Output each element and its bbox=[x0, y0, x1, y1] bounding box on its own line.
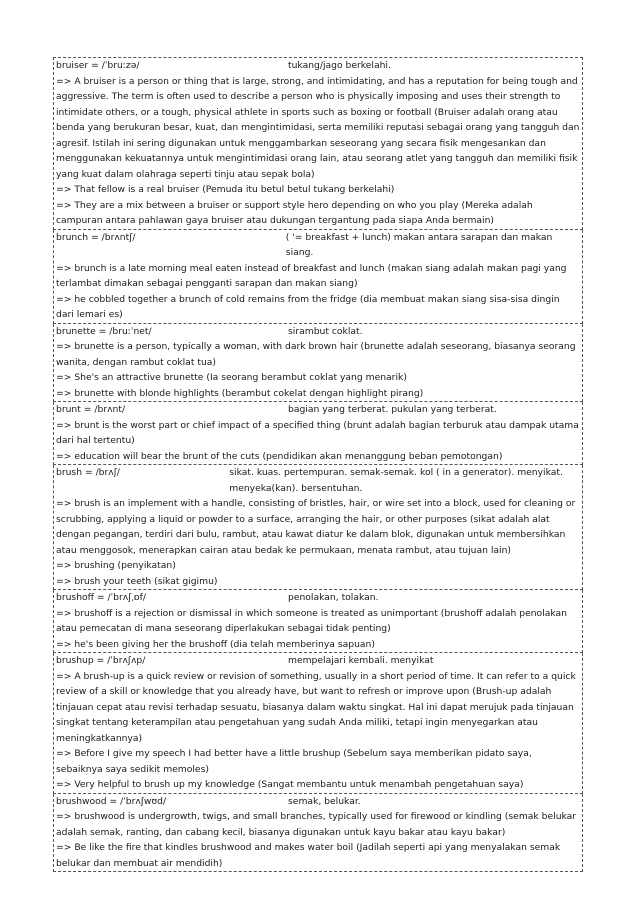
entry-line: => brush your teeth (sikat gigimu) bbox=[56, 575, 218, 587]
entry-line: => brushwood is undergrowth, twigs, and small branches, typically used for firewood or kindling (semak belukar adalah semak, ranting, dan cabang kecil, biasanya digunakan untuk kayu bakar atau kayu bakar) bbox=[56, 811, 577, 838]
entry-meaning: penolakan, tolakan. bbox=[288, 592, 379, 603]
entry-line: => brushoff is a rejection or dismissal in which someone is treated as unimportant (brushoff adalah penolakan atau pemecatan di mana seseorang diperlakukan sebagai tidak penting) bbox=[56, 607, 567, 634]
entry-headword: brunch = /brʌntʃ/ bbox=[56, 231, 136, 243]
entry-headword: brushoff = /ˈbrʌʃˌɒf/ bbox=[56, 592, 146, 603]
entry-meaning: sikat. kuas. pertempuran. semak-semak. kol ( in a generator). menyikat. menyeka(kan). bersentuhan. bbox=[229, 467, 563, 494]
entry-headword: brushwood = /ˈbrʌʃwʊd/ bbox=[56, 795, 167, 807]
entry-meaning: mempelajari kembali. menyikat bbox=[288, 655, 434, 666]
entry-line: => brushing (penyikatan) bbox=[56, 560, 176, 571]
entry-line: => he's been giving her the brushoff (dia telah memberinya sapuan) bbox=[56, 638, 375, 650]
entry-meaning: semak, belukar. bbox=[288, 795, 361, 807]
entry-headword: brush = /brʌʃ/ bbox=[56, 467, 120, 478]
entry-line: => Very helpful to brush up my knowledge (Sangat membantu untuk menambah pengetahuan saya) bbox=[56, 779, 524, 790]
entry-line: => That fellow is a real bruiser (Pemuda itu betul betul tukang berkelahi) bbox=[56, 184, 395, 195]
entry-line: => brunt is the worst part or chief impact of a specified thing (brunt adalah bagian terburuk atau dampak utama dari hal tertentu) bbox=[56, 419, 579, 446]
entry-line: => They are a mix between a bruiser or support style hero depending on who you play (Mereka adalah campuran antara pahlawan gaya bruiser atau dukungan tergantung pada siapa Anda bermain) bbox=[56, 199, 533, 226]
entry-line: => A bruiser is a person or thing that is large, strong, and intimidating, and has a reputation for being tough and aggressive. The term is often used to describe a person who is physically imposing and uses their strength to intimidate others, or a tough, physical athlete in sports such as boxing or football (Bruiser adalah orang atau benda yang berukuran besar, kuat, dan mengintimidasi, serta memiliki reputasi sebagai orang yang tangguh dan agresif. Istilah ini sering digunakan untuk menggambarkan seseorang yang secara fisik mengesankan dan menggunakan kekuatannya untuk mengintimidasi orang lain, atau seorang atlet yang tangguh dan memiliki fisik yang kuat dalam olahraga seperti tinju atau sepak bola) bbox=[56, 75, 580, 180]
entry-brushwood bbox=[53, 794, 583, 873]
entry-brunch bbox=[53, 230, 583, 324]
entry-headword: brushup = /ˈbrʌʃʌp/ bbox=[56, 655, 146, 666]
entry-line: => She's an attractive brunette (Ia seorang berambut coklat yang menarik) bbox=[56, 372, 407, 383]
entry-line: => brunette is a person, typically a woman, with dark brown hair (brunette adalah seseorang, biasanya seorang wanita, dengan rambut coklat tua) bbox=[56, 341, 576, 368]
entry-brunt bbox=[53, 402, 583, 465]
entry-line: => Be like the fire that kindles brushwood and makes water boil (Jadilah seperti api yang menyalakan semak belukar dan membuat air mendidih) bbox=[56, 842, 561, 869]
entry-meaning: tukang/jago berkelahi. bbox=[288, 60, 391, 71]
dictionary-page bbox=[53, 57, 583, 872]
entry-brunette bbox=[53, 324, 583, 403]
entry-line: => education will bear the brunt of the cuts (pendidikan akan menanggung beban pemotongan) bbox=[56, 450, 503, 462]
entry-bruiser bbox=[53, 57, 583, 230]
entry-brushup bbox=[53, 653, 583, 794]
entry-brush bbox=[53, 465, 583, 590]
entry-meaning: ( '= breakfast + lunch) makan antara sarapan dan makan siang. bbox=[285, 231, 553, 258]
entry-line: => Before I give my speech I had better have a little brushup (Sebelum saya memberikan pidato saya, sebaiknya saya sedikit memoles) bbox=[56, 748, 532, 775]
entry-line: => brunch is a late morning meal eaten instead of breakfast and lunch (makan siang adalah makan pagi yang terlambat dimakan sebagai pengganti sarapan dan makan siang) bbox=[56, 262, 567, 289]
entry-meaning: sirambut coklat. bbox=[288, 325, 363, 337]
entry-headword: brunt = /brʌnt/ bbox=[56, 404, 126, 415]
entry-brushoff bbox=[53, 590, 583, 653]
entry-line: => brush is an implement with a handle, consisting of bristles, hair, or wire set into a block, used for cleaning or scrubbing, applying a liquid or powder to a surface, arranging the hair, or other purposes (sikat adalah alat dengan pegangan, terdiri dari bulu, rambut, atau kawat diatur ke dalam blok, digunakan untuk membersihkan atau menggosok, menerapkan cairan atau bedak ke permukaan, menata rambut, atau tujuan lain) bbox=[56, 498, 576, 556]
entry-meaning: bagian yang terberat. pukulan yang terberat. bbox=[288, 404, 497, 415]
entry-headword: bruiser = /ˈbruːzə/ bbox=[56, 60, 140, 71]
entry-headword: brunette = /bruːˈnet/ bbox=[56, 325, 152, 337]
entry-line: => brunette with blonde highlights (berambut cokelat dengan highlight pirang) bbox=[56, 387, 424, 399]
entry-line: => he cobbled together a brunch of cold remains from the fridge (dia membuat makan siang sisa-sisa dingin dari lemari es) bbox=[56, 293, 560, 320]
entry-line: => A brush-up is a quick review or revision of something, usually in a short period of time. It can refer to a quick review of a skill or knowledge that you already have, but want to refresh or improve upon (Brush-up adalah tinjauan cepat atau revisi terhadap sesuatu, biasanya dalam waktu singkat. Hal ini dapat merujuk pada tinjauan singkat tentang keterampilan atau pengetahuan yang sudah Anda miliki, tetapi ingin menyegarkan atau meningkatkannya) bbox=[56, 670, 576, 744]
